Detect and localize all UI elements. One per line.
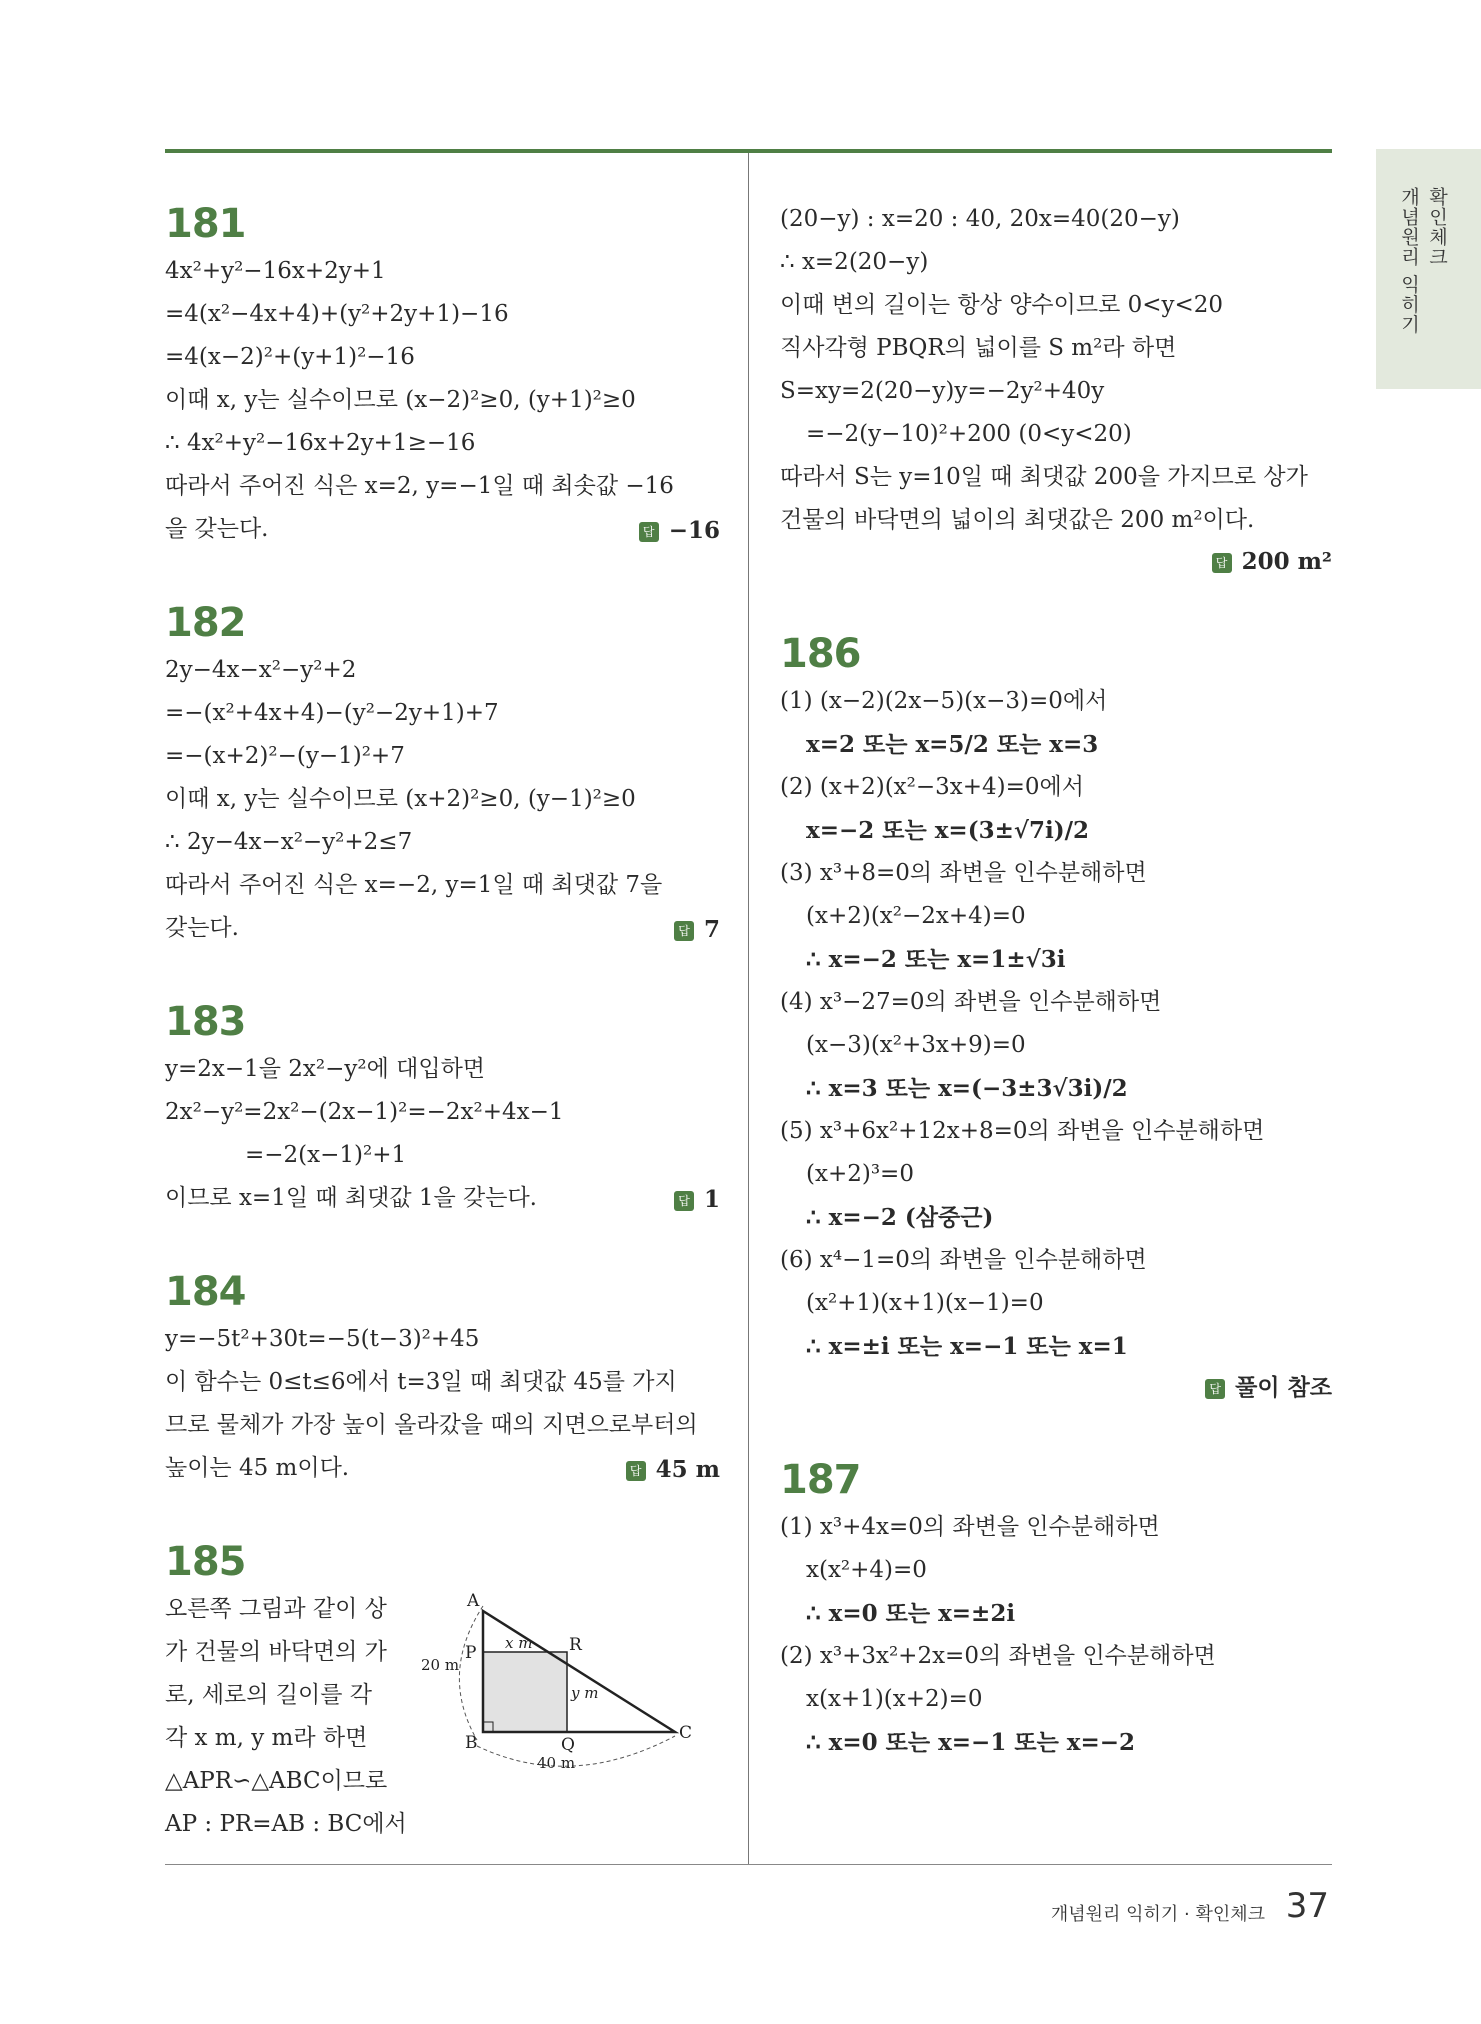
problem-181	[165, 198, 720, 551]
solution-line: 이때 x, y는 실수이므로 (x+2)²≥0, (y−1)²≥0	[165, 786, 636, 812]
solution-line: 로, 세로의 길이를 각	[165, 1682, 372, 1708]
solution-line: ∴ x=−2 또는 x=1±√3i	[806, 946, 1066, 973]
problem-number: 183	[165, 999, 246, 1045]
solution-line: 따라서 주어진 식은 x=−2, y=1일 때 최댓값 7을	[165, 872, 663, 898]
answer-badge-icon: 답	[1212, 553, 1232, 573]
problem-number: 185	[165, 1539, 246, 1585]
solution-line: x(x²+4)=0	[806, 1557, 927, 1583]
solution-line: ∴ x=±i 또는 x=−1 또는 x=1	[806, 1333, 1128, 1360]
solution-line: (2) x³+3x²+2x=0의 좌변을 인수분해하면	[780, 1643, 1216, 1669]
answer-badge-icon: 답	[674, 1191, 694, 1211]
solution-line: x=−2 또는 x=(3±√7i)/2	[806, 817, 1089, 844]
problem-number: 187	[780, 1457, 861, 1503]
problem-number: 181	[165, 201, 246, 247]
solution-line: y=2x−1을 2x²−y²에 대입하면	[165, 1056, 486, 1082]
solution-line: 이 함수는 0≤t≤6에서 t=3일 때 최댓값 45를 가지	[165, 1369, 677, 1395]
answer-value: −16	[668, 517, 720, 544]
side-tab	[1376, 149, 1481, 389]
page-number: 37	[1285, 1886, 1329, 1926]
dimension-arc-40m	[477, 1736, 675, 1766]
solution-line: 각 x m, y m라 하면	[165, 1725, 368, 1751]
solution-line: =−(x²+4x+4)−(y²−2y+1)+7	[165, 700, 499, 726]
answer-badge-icon: 답	[674, 921, 694, 941]
answer-badge-icon: 답	[626, 1461, 646, 1481]
label-b: B	[465, 1733, 478, 1753]
answer-value: 1	[703, 1186, 720, 1213]
solution-line: 높이는 45 m이다.	[165, 1455, 350, 1481]
solution-line: (2) (x+2)(x²−3x+4)=0에서	[780, 774, 1084, 800]
label-20m: 20 m	[421, 1656, 460, 1674]
answer-row	[165, 910, 720, 950]
triangle-figure	[421, 1586, 721, 1776]
solution-line: (1) x³+4x=0의 좌변을 인수분해하면	[780, 1514, 1160, 1540]
solution-line: x(x+1)(x+2)=0	[806, 1686, 983, 1712]
problem-182	[165, 597, 720, 950]
solution-line: (6) x⁴−1=0의 좌변을 인수분해하면	[780, 1247, 1147, 1273]
problem-number: 182	[165, 600, 246, 646]
solution-line: =−2(x−1)²+1	[245, 1142, 407, 1168]
solution-line: 건물의 바닥면의 넓이의 최댓값은 200 m²이다.	[780, 507, 1255, 533]
label-c: C	[679, 1723, 693, 1743]
solution-line: 이므로 x=1일 때 최댓값 1을 갖는다.	[165, 1185, 537, 1211]
problem-186	[780, 628, 1332, 1408]
bottom-rule	[165, 1864, 1332, 1865]
solution-line: ∴ x=0 또는 x=±2i	[806, 1600, 1016, 1627]
solution-line: 2x²−y²=2x²−(2x−1)²=−2x²+4x−1	[165, 1099, 564, 1125]
solution-line: (3) x³+8=0의 좌변을 인수분해하면	[780, 860, 1147, 886]
answer-value: 풀이 참조	[1235, 1374, 1332, 1401]
solution-line: (1) (x−2)(2x−5)(x−3)=0에서	[780, 688, 1108, 714]
solution-line: =−2(y−10)²+200 (0<y<20)	[806, 421, 1132, 447]
answer-row	[780, 1368, 1332, 1408]
answer-value: 45 m	[655, 1456, 720, 1483]
solution-line: ∴ x=−2 (삼중근)	[806, 1204, 994, 1231]
problem-183	[165, 996, 720, 1220]
solution-line: 을 갖는다.	[165, 516, 269, 542]
solution-line: 갖는다.	[165, 915, 239, 941]
solution-line: 따라서 S는 y=10일 때 최댓값 200을 가지므로 상가	[780, 464, 1308, 490]
solution-line: (5) x³+6x²+12x+8=0의 좌변을 인수분해하면	[780, 1118, 1265, 1144]
solution-line: 따라서 주어진 식은 x=2, y=−1일 때 최솟값 −16	[165, 473, 674, 499]
label-y-m: y m	[571, 1684, 599, 1702]
solution-line: 4x²+y²−16x+2y+1	[165, 258, 386, 284]
solution-line: 므로 물체가 가장 높이 올라갔을 때의 지면으로부터의	[165, 1412, 698, 1438]
label-40m: 40 m	[537, 1754, 576, 1772]
solution-line: =4(x−2)²+(y+1)²−16	[165, 344, 415, 370]
problem-184	[165, 1266, 720, 1490]
solution-line: (4) x³−27=0의 좌변을 인수분해하면	[780, 989, 1162, 1015]
solution-line: x=2 또는 x=5/2 또는 x=3	[806, 731, 1099, 758]
solution-line: =−(x+2)²−(y−1)²+7	[165, 743, 405, 769]
answer-value: 7	[703, 916, 720, 943]
side-tab-subtitle: 개념원리 익히기	[1398, 187, 1420, 335]
solution-line: ∴ x=3 또는 x=(−3±3√3i)/2	[806, 1075, 1128, 1102]
solution-line: S=xy=2(20−y)y=−2y²+40y	[780, 378, 1105, 404]
label-q: Q	[561, 1735, 575, 1755]
solution-line: (x²+1)(x+1)(x−1)=0	[806, 1290, 1044, 1316]
dimension-arc-20m	[459, 1606, 483, 1740]
label-x-m: x m	[505, 1634, 533, 1652]
problem-185	[165, 1536, 720, 1837]
solution-line: ∴ 4x²+y²−16x+2y+1≥−16	[165, 430, 476, 456]
solution-line: 이때 변의 길이는 항상 양수이므로 0<y<20	[780, 292, 1224, 318]
left-column	[165, 198, 720, 1842]
solution-line: 2y−4x−x²−y²+2	[165, 657, 357, 683]
solution-line: ∴ x=2(20−y)	[780, 249, 929, 275]
solution-line: (20−y) : x=20 : 40, 20x=40(20−y)	[780, 206, 1180, 232]
solution-line: 직사각형 PBQR의 넓이를 S m²라 하면	[780, 335, 1177, 361]
right-column	[780, 198, 1332, 1810]
answer-badge-icon: 답	[1205, 1379, 1225, 1399]
solution-line: (x+2)(x²−2x+4)=0	[806, 903, 1026, 929]
problem-number: 186	[780, 631, 861, 677]
solution-line: ∴ x=0 또는 x=−1 또는 x=−2	[806, 1729, 1136, 1756]
side-tab-title: 확인체크	[1426, 187, 1448, 267]
problem-number: 184	[165, 1269, 246, 1315]
answer-row	[780, 542, 1332, 582]
label-a: A	[467, 1591, 480, 1611]
solution-line: y=−5t²+30t=−5(t−3)²+45	[165, 1326, 480, 1352]
problem-185-continued	[780, 198, 1332, 582]
solution-line: =4(x²−4x+4)+(y²+2y+1)−16	[165, 301, 509, 327]
answer-badge-icon: 답	[639, 522, 659, 542]
solution-line: AP : PR=AB : BC에서	[165, 1811, 407, 1837]
solution-line: (x+2)³=0	[806, 1161, 914, 1187]
answer-value: 200 m²	[1241, 548, 1332, 575]
label-p: P	[465, 1643, 477, 1663]
footer-section-title: 개념원리 익히기 · 확인체크	[1050, 1904, 1265, 1925]
solution-line: △APR∽△ABC이므로	[165, 1768, 388, 1794]
solution-line: 오른쪽 그림과 같이 상	[165, 1596, 387, 1622]
solution-line: 가 건물의 바닥면의 가	[165, 1639, 387, 1665]
label-r: R	[569, 1635, 582, 1655]
solution-line: (x−3)(x²+3x+9)=0	[806, 1032, 1026, 1058]
problem-187	[780, 1454, 1332, 1764]
solution-line: ∴ 2y−4x−x²−y²+2≤7	[165, 829, 413, 855]
column-divider	[748, 153, 749, 1864]
problem-185-text	[165, 1588, 425, 1846]
solution-line: 이때 x, y는 실수이므로 (x−2)²≥0, (y+1)²≥0	[165, 387, 636, 413]
rectangle-pbqr	[483, 1652, 567, 1732]
